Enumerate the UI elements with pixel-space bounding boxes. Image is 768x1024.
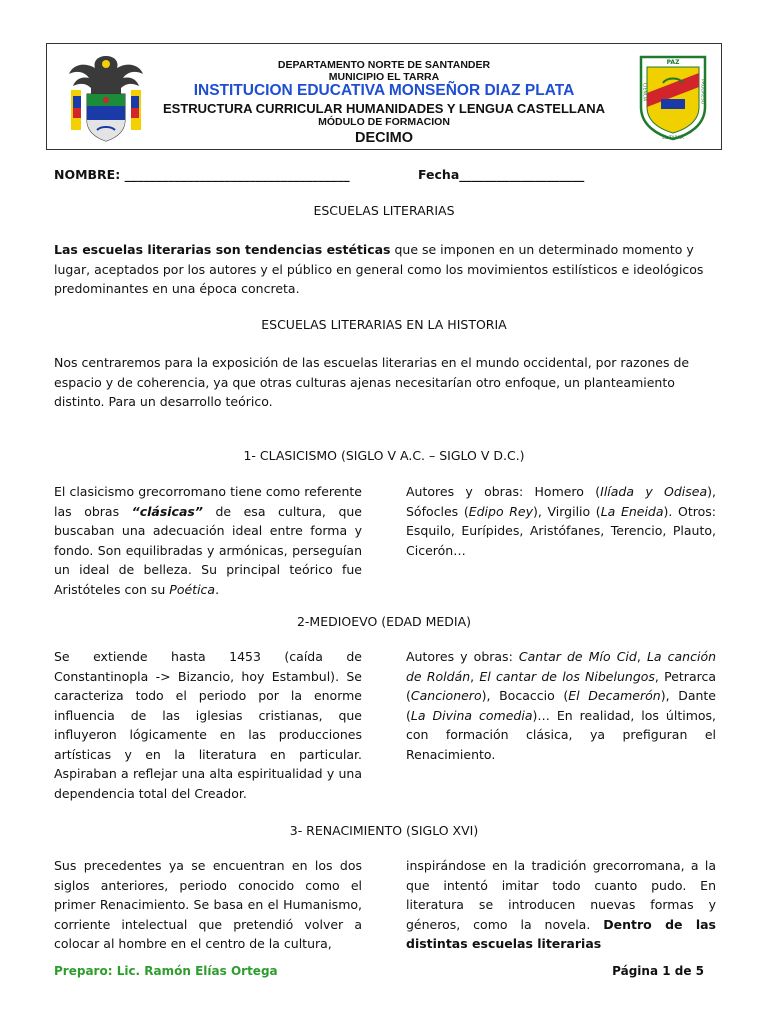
document-header (46, 43, 722, 150)
intro-rest: que se imponen en un determinado momento y lugar, aceptados por los autores y el público en general como los movimientos estilísticos e ideológicos predominantes en una época concreta. (54, 242, 704, 296)
section-renacimiento-title: 3- RENACIMIENTO (SIGLO XVI) (289, 823, 479, 838)
svg-text:CIENCIA: CIENCIA (641, 83, 647, 102)
institution-name: INSTITUCION EDUCATIVA MONSEÑOR DIAZ PLATA (193, 82, 575, 99)
page-title: ESCUELAS LITERARIAS (313, 203, 455, 218)
clasicismo-authors: Autores y obras: Homero (Ilíada y Odisea), Sófocles (Edipo Rey), Virgilio (La Eneida). Otros: Esquilo, Eurípides, Aristófanes, Terencio, Plauto, Cicerón… (406, 484, 717, 558)
history-paragraph: Nos centraremos para la exposición de las escuelas literarias en el mundo occidental, por razones de espacio y de coherencia, ya que otras culturas ajenas necesitarían otro enfoque, un planteamiento distinto. Para un desarrollo teórico. (54, 355, 690, 409)
curricular-structure: ESTRUCTURA CURRICULAR HUMANIDADES Y LENGUA CASTELLANA (163, 101, 605, 116)
medioevo-authors: Autores y obras: Cantar de Mío Cid, La canción de Roldán, El cantar de los Nibelungos, Petrarca (Cancionero), Bocaccio (El Decamerón), Dante (La Divina comedia)… En realidad, los últimos, con formación clásica, ya prefiguran el Renacimiento. (406, 649, 717, 762)
module-label: MÓDULO DE FORMACION (318, 116, 450, 128)
page-number: Página 1 de 5 (612, 964, 704, 978)
renacimiento-continuation: inspirándose en la tradición grecorromana, a la que intentó imitar todo cuanto pudo. En literatura se introducen nuevas formas y géneros, como la novela. Dentro de las distintas escuelas literarias (406, 858, 716, 951)
section-clasicismo-title: 1- CLASICISMO (SIGLO V A.C. – SIGLO V D.C.) (243, 448, 525, 463)
clasicismo-description: El clasicismo grecorromano tiene como referente las obras “clásicas” de esa cultura, que buscaban una adecuación ideal entre forma y fondo. Son equilibradas y armónicas, perseguían un ideal de belleza. Su principal teórico fue Aristóteles con su Poética. (54, 484, 362, 597)
prepared-label: Preparo: (54, 964, 113, 978)
school-logo-icon (635, 53, 711, 141)
intro-bold: Las escuelas literarias son tendencias estéticas (54, 242, 391, 257)
author-name: Lic. Ramón Elías Ortega (116, 964, 278, 978)
svg-text:PAZ: PAZ (666, 59, 680, 66)
department-line: DEPARTAMENTO NORTE DE SANTANDER (277, 59, 491, 71)
history-title: ESCUELAS LITERARIAS EN LA HISTORIA (261, 317, 507, 332)
svg-text:PROGRESO: PROGRESO (699, 79, 705, 105)
date-field-label: Fecha____________________ (418, 167, 585, 182)
name-field-label: NOMBRE: ____________________________________ (54, 167, 350, 182)
medioevo-description: Se extiende hasta 1453 (caída de Constantinopla -> Bizancio, hoy Estambul). Se caracteriza todo el periodo por la enorme influencia de las iglesias cristianas, que influyeron lógicamente en las producciones artísticas y en la literatura en particular. Aspiraban a reflejar una alta espiritualidad y una dependencia total del Creador. (54, 649, 362, 801)
section-medioevo-title: 2-MEDIOEVO (EDAD MEDIA) (296, 614, 472, 629)
svg-text:EL TARRA: EL TARRA (662, 136, 684, 141)
grade-label: DECIMO (355, 130, 413, 146)
renacimiento-description: Sus precedentes ya se encuentran en los dos siglos anteriores, periodo conocido como el primer Renacimiento. Se basa en el Humanismo, corriente intelectual que pretendió volver a colocar al hombre en el centro de la cultura, (54, 858, 362, 951)
footer-author (54, 964, 278, 978)
intro-paragraph (54, 240, 719, 299)
municipality-line: MUNICIPIO EL TARRA (328, 71, 440, 83)
